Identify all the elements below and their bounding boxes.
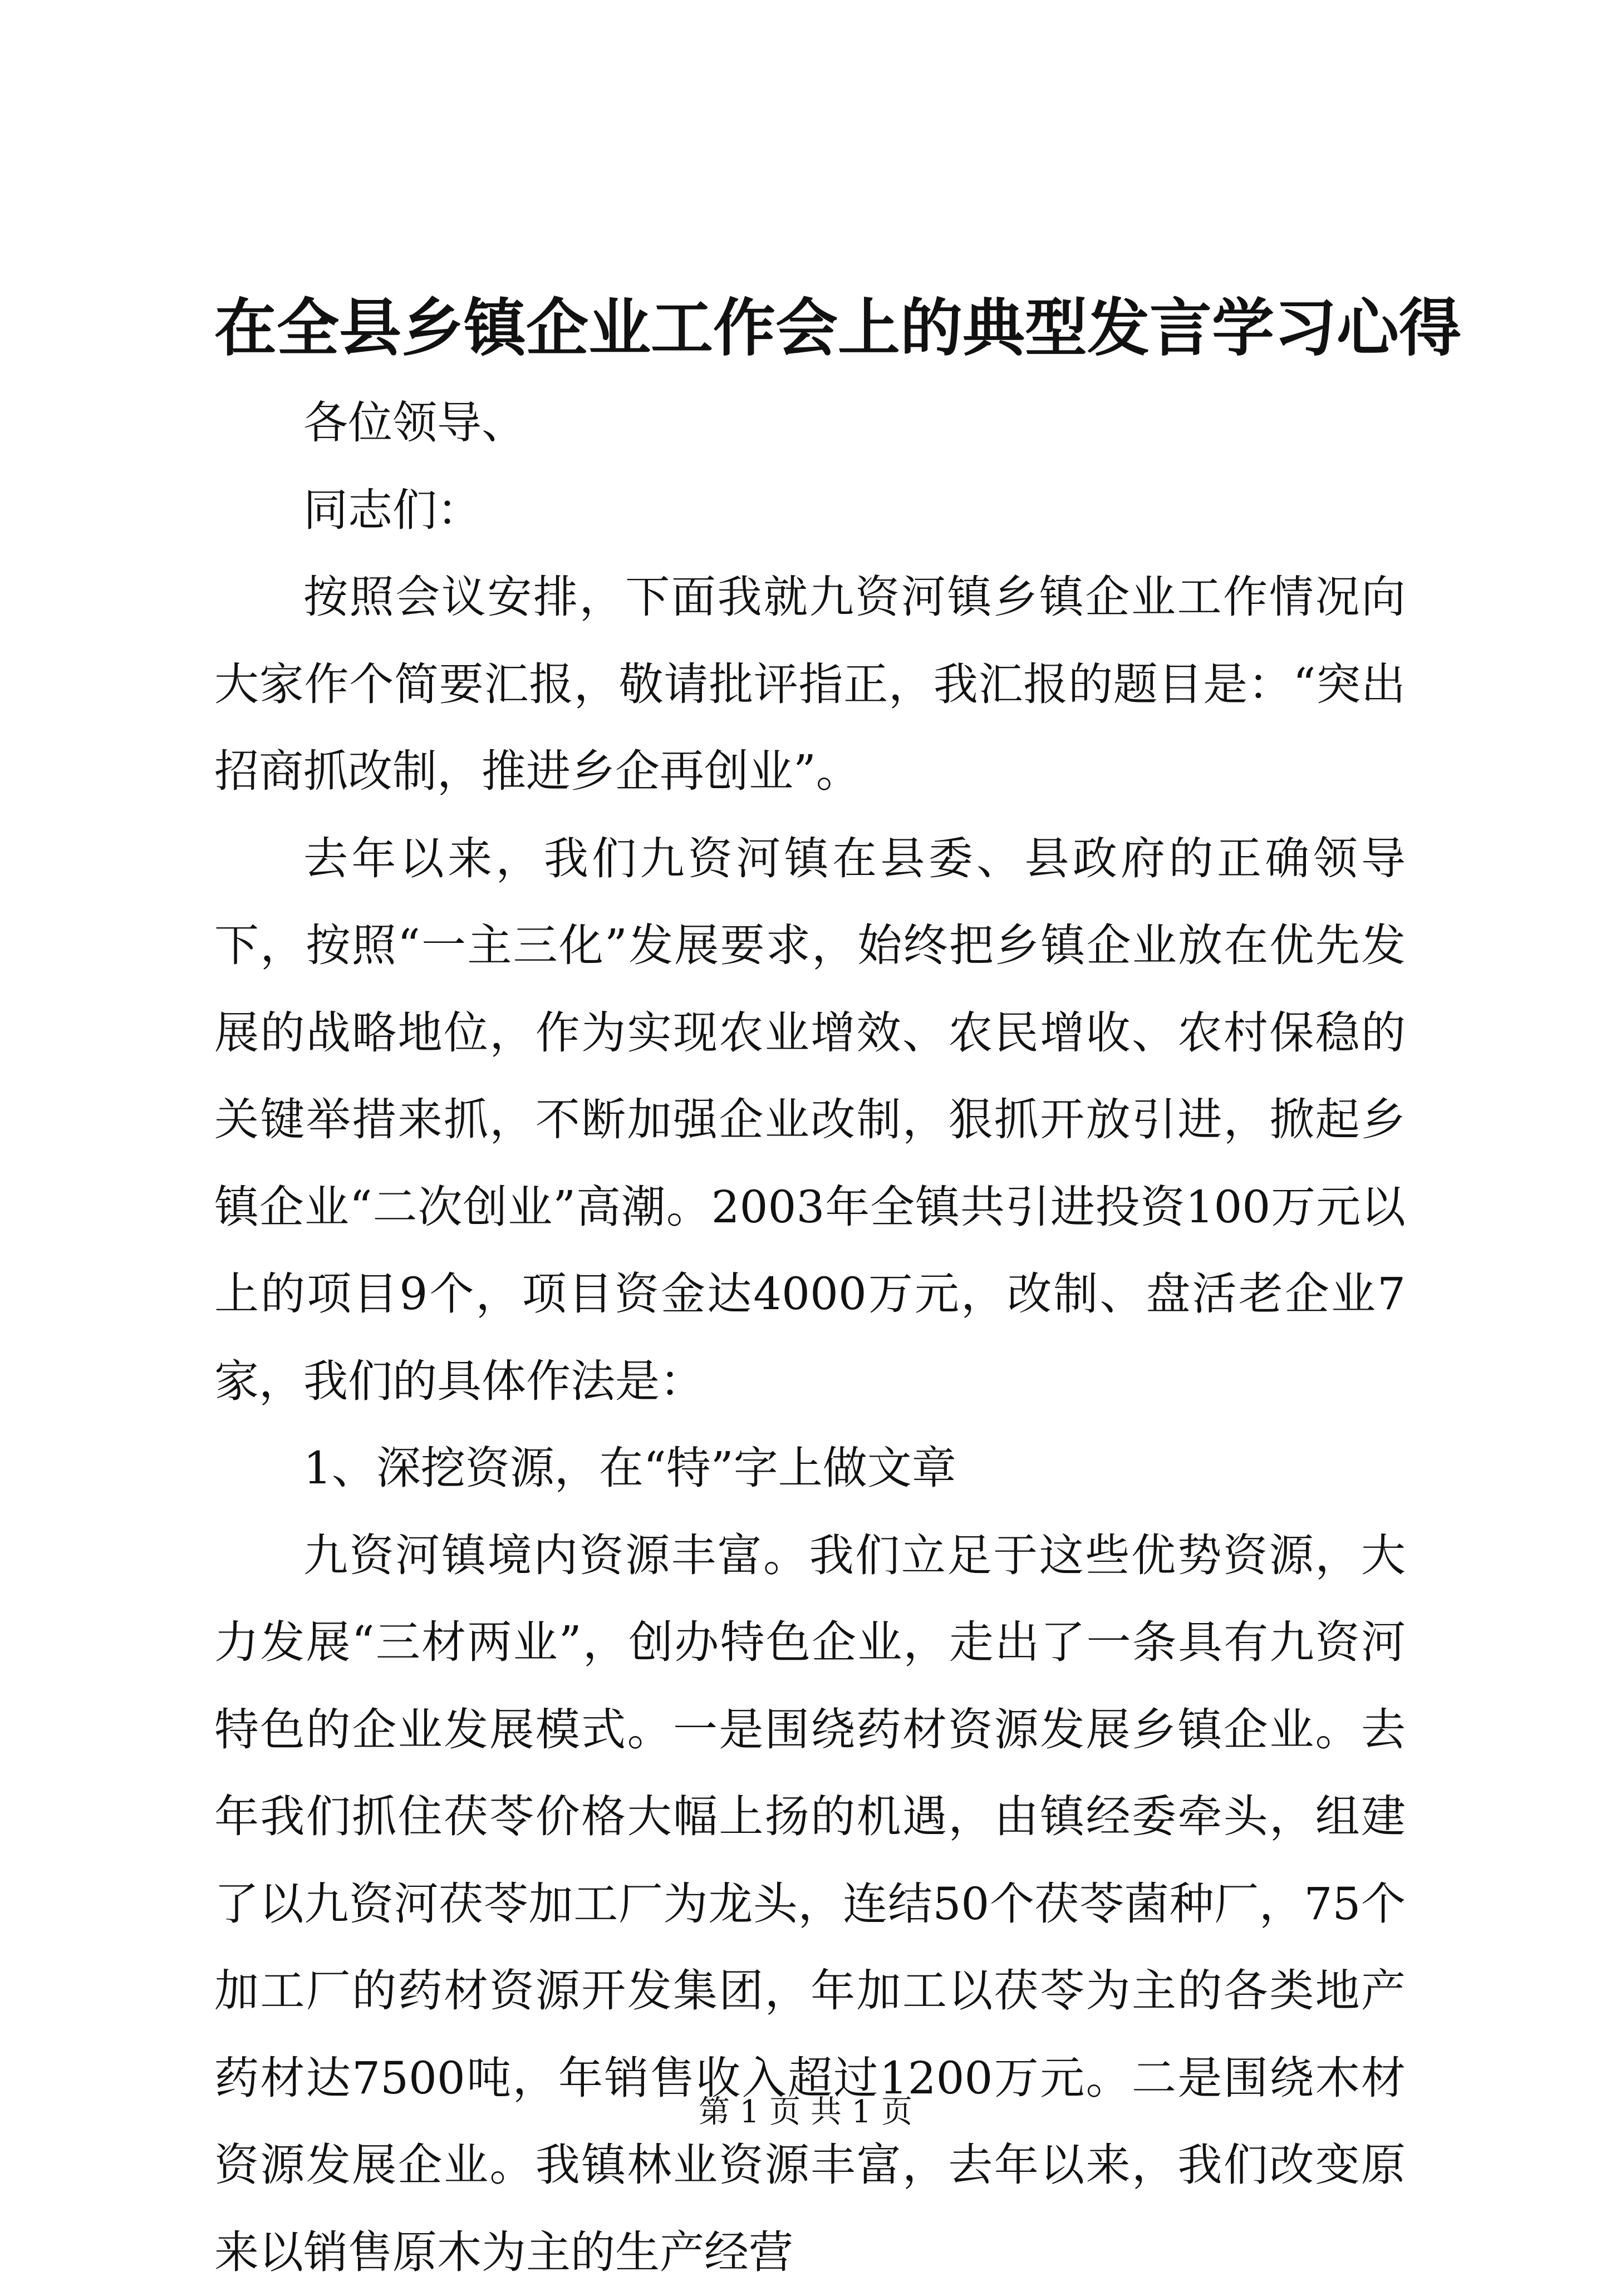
paragraph-resources: 九资河镇境内资源丰富。我们立足于这些优势资源，大力发展“三材两业”，创办特色企业，走出了一条具有九资河特色的企业发展模式。一是围绕药材资源发展乡镇企业。去年我们抓住茯苓价格大幅上扬的机遇，由镇经委牵头，组建了以九资河茯苓加工厂为龙头，连结50个茯苓菌种厂，75个加工厂的药材资源开发集团，年加工以茯苓为主的各类地产药材达7500吨，年销售收入超过1200万元。二是围绕木材资源发展企业。我镇林业资源丰富，去年以来，我们改变原来以销售原木为主的生产经营 — [214, 1512, 1406, 2296]
page-footer: 第 1 页 共 1 页 — [0, 2093, 1611, 2132]
document-body — [214, 380, 1406, 2296]
section-heading-1: 1、深挖资源，在“特”字上做文章 — [214, 1425, 1406, 1512]
paragraph-greeting-2: 同志们： — [214, 467, 1406, 554]
paragraph-greeting-1: 各位领导、 — [214, 380, 1406, 467]
document-title: 在全县乡镇企业工作会上的典型发言学习心得 — [214, 289, 1406, 367]
paragraph-intro: 按照会议安排，下面我就九资河镇乡镇企业工作情况向大家作个简要汇报，敬请批评指正，我汇报的题目是：“突出招商抓改制，推进乡企再创业”。 — [214, 554, 1406, 815]
paragraph-overview: 去年以来，我们九资河镇在县委、县政府的正确领导下，按照“一主三化”发展要求，始终把乡镇企业放在优先发展的战略地位，作为实现农业增效、农民增收、农村保稳的关键举措来抓，不断加强企业改制，狠抓开放引进，掀起乡镇企业“二次创业”高潮。2003年全镇共引进投资100万元以上的项目9个，项目资金达4000万元，改制、盘活老企业7家，我们的具体作法是： — [214, 815, 1406, 1425]
